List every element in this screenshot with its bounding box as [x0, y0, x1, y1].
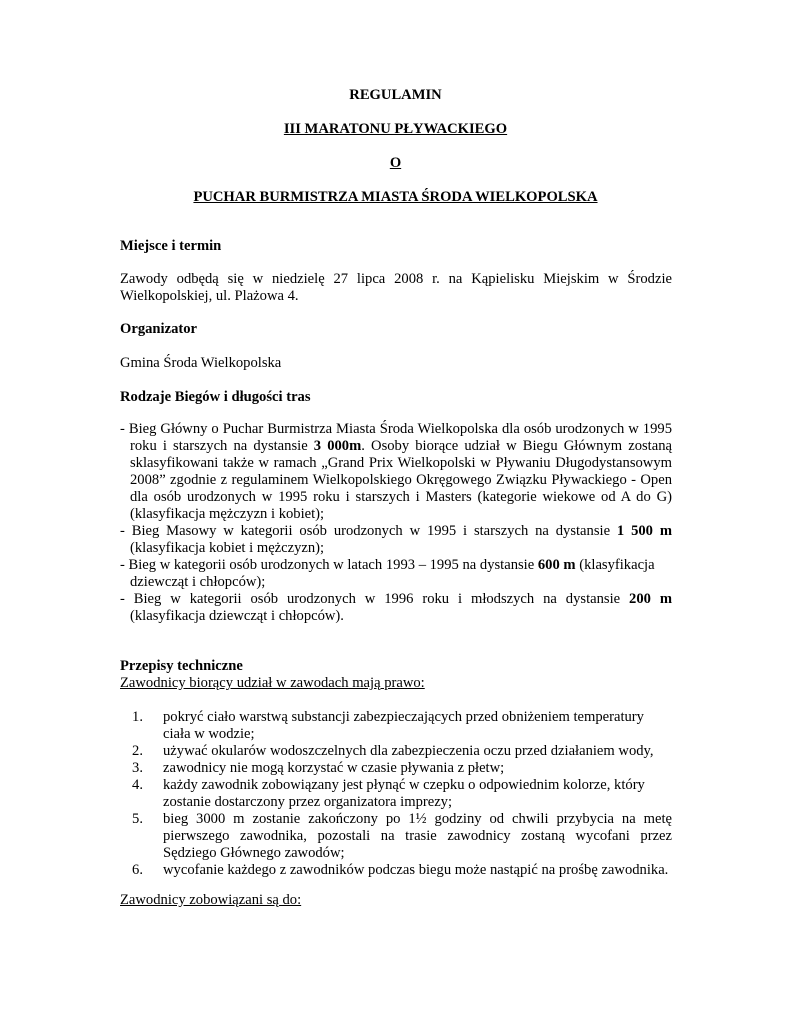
- race-main-line: dla osób urodzonych w 1995 roku i starszych i Masters (kategorie wiekowe od A do G): [130, 489, 672, 505]
- rules-list-item: [120, 760, 672, 777]
- rules-item-line: wycofanie każdego z zawodników podczas biegu może nastąpić na prośbę zawodnika.: [163, 862, 669, 878]
- race-main-line: (klasyfikacja mężczyzn i kobiet);: [130, 506, 325, 522]
- rules-item-line: bieg 3000 m zostanie zakończony po 1½ godziny od chwili przybycia na metę: [163, 811, 672, 827]
- race-youth-line: - Bieg w kategorii osób urodzonych w latach 1993 – 1995 na dystansie 600 m (klasyfikacja: [120, 557, 655, 573]
- heading-organizer: Organizator: [120, 321, 198, 337]
- race-main-line: sklasyfikowani także w ramach „Grand Prix Wielkopolski w Pływaniu Długodystansowym: [130, 455, 672, 471]
- race-main-line: 2008” zgodnie z regulaminem Wielkopolskiego Okręgowego Związku Pływackiego - Open: [130, 472, 672, 488]
- doc-title: REGULAMIN: [349, 87, 442, 103]
- rules-item-line: ciała w wodzie;: [163, 726, 255, 742]
- place-line: Zawody odbędą się w niedzielę 27 lipca 2008 r. na Kąpielisku Miejskim w Środzie: [120, 271, 672, 287]
- rules-list-item: [120, 862, 672, 879]
- rules-item-number: 6.: [132, 862, 143, 878]
- races-list: [120, 421, 672, 625]
- heading-rules: Przepisy techniczne: [120, 658, 243, 674]
- rules-list-item: [120, 777, 672, 811]
- rules-item-line: każdy zawodnik zobowiązany jest płynąć w czepku o odpowiednim kolorze, który: [163, 777, 645, 793]
- race-mass-line: - Bieg Masowy w kategorii osób urodzonych w 1995 i starszych na dystansie 1 500 m: [120, 523, 672, 539]
- rules-item-number: 3.: [132, 760, 143, 776]
- rules-item-line: zostanie dostarczony przez organizatora imprezy;: [163, 794, 453, 810]
- subheading-obligations: Zawodnicy zobowiązani są do:: [120, 892, 302, 908]
- place-line: Wielkopolskiej, ul. Plażowa 4.: [120, 288, 299, 304]
- rules-item-number: 2.: [132, 743, 143, 759]
- heading-races: Rodzaje Biegów i długości tras: [120, 389, 311, 405]
- rules-list-item: [120, 709, 672, 743]
- rules-list: [120, 709, 672, 879]
- rules-item-line: Sędziego Głównego zawodów;: [163, 845, 345, 861]
- rules-item-line: pokryć ciało warstwą substancji zabezpieczających przed obniżeniem temperatury: [163, 709, 644, 725]
- race-youth-line: dziewcząt i chłopców);: [130, 574, 266, 590]
- race-mass-line: (klasyfikacja kobiet i mężczyzn);: [130, 540, 325, 556]
- race-kids-line: - Bieg w kategorii osób urodzonych w 1996 roku i młodszych na dystansie 200 m: [120, 591, 672, 607]
- rules-item-number: 5.: [132, 811, 143, 827]
- doc-title-line3: O: [389, 155, 402, 171]
- rules-list-item: [120, 811, 672, 862]
- race-main-line: roku i starszych na dystansie 3 000m. Osoby biorące udział w Biegu Głównym zostaną: [130, 438, 672, 454]
- race-main-line: - Bieg Główny o Puchar Burmistrza Miasta Środa Wielkopolska dla osób urodzonych w 1995: [120, 421, 672, 437]
- heading-place: Miejsce i termin: [120, 238, 222, 254]
- rules-list-item: [120, 743, 672, 760]
- rules-item-line: pierwszego zawodnika, pozostali na trasie zawodnicy zostaną wycofani przez: [163, 828, 672, 844]
- rules-item-line: używać okularów wodoszczelnych dla zabezpieczenia oczu przed działaniem wody,: [163, 743, 654, 759]
- subheading-rights: Zawodnicy biorący udział w zawodach mają prawo:: [120, 675, 425, 691]
- place-paragraph: [120, 271, 672, 305]
- race-kids-line: (klasyfikacja dziewcząt i chłopców).: [130, 608, 344, 624]
- rules-item-line: zawodnicy nie mogą korzystać w czasie pływania z płetw;: [163, 760, 505, 776]
- doc-title-line2: III MARATONU PŁYWACKIEGO: [283, 121, 508, 137]
- rules-item-number: 4.: [132, 777, 143, 793]
- organizer-text: Gmina Środa Wielkopolska: [120, 355, 282, 371]
- doc-title-line4: PUCHAR BURMISTRZA MIASTA ŚRODA WIELKOPOLSKA: [193, 189, 598, 205]
- rules-item-number: 1.: [132, 709, 143, 725]
